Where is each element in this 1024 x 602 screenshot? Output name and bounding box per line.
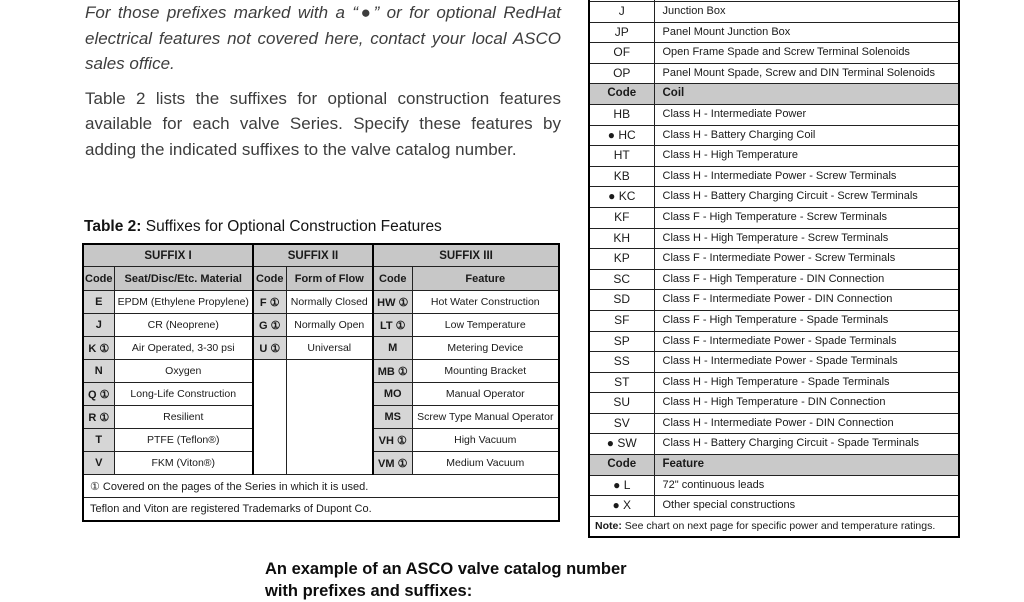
code-cell: ● X: [589, 496, 654, 517]
prefix-suffix-codes-table: [588, 0, 960, 538]
codes-row: [589, 187, 959, 208]
suffix1-desc-cell: FKM (Viton®): [114, 452, 253, 475]
table2-col-code2: Code: [253, 267, 286, 291]
suffix1-desc-cell: Air Operated, 3-30 psi: [114, 337, 253, 360]
code-cell: KH: [589, 228, 654, 249]
table2-title-text: Suffixes for Optional Construction Features: [141, 218, 442, 235]
code-cell: SC: [589, 269, 654, 290]
table2-column-header-row: [83, 267, 559, 291]
code-cell: KP: [589, 249, 654, 270]
desc-cell: Other special constructions: [654, 496, 959, 517]
desc-cell: Feature: [654, 455, 959, 476]
codes-section-header-row: [589, 84, 959, 105]
codes-row: [589, 249, 959, 270]
desc-cell: Coil: [654, 84, 959, 105]
desc-cell: Class H - Intermediate Power - Spade Terminals: [654, 352, 959, 373]
code-cell: JP: [589, 22, 654, 43]
desc-cell: Class H - Intermediate Power - DIN Connection: [654, 413, 959, 434]
code-cell: KB: [589, 166, 654, 187]
table2-col-feature: Feature: [412, 267, 559, 291]
desc-cell: 72" continuous leads: [654, 475, 959, 496]
suffix2-desc-cell: Normally Closed: [286, 291, 373, 314]
codes-row: [589, 434, 959, 455]
table2-body: [83, 291, 559, 475]
suffix2-code-cell: F ①: [253, 291, 286, 314]
codes-row: [589, 166, 959, 187]
codes-row: [589, 393, 959, 414]
code-cell: OP: [589, 63, 654, 84]
code-cell: HT: [589, 146, 654, 167]
codes-row: [589, 104, 959, 125]
example-caption-line2: with prefixes and suffixes:: [265, 582, 473, 600]
table2-row: [83, 337, 559, 360]
desc-cell: Open Frame Spade and Screw Terminal Solenoids: [654, 43, 959, 64]
table2-footnote-2: Teflon and Viton are registered Trademarks of Dupont Co.: [83, 498, 559, 522]
suffix1-code-cell: K ①: [83, 337, 114, 360]
table2-row: [83, 314, 559, 337]
codes-row: [589, 228, 959, 249]
code-cell: HB: [589, 104, 654, 125]
codes-row: [589, 475, 959, 496]
suffix3-code-cell: LT ①: [373, 314, 412, 337]
suffix3-desc-cell: Screw Type Manual Operator: [412, 406, 559, 429]
intro-paragraph: Table 2 lists the suffixes for optional construction features available for each valve Series. Specify these features by adding the indicated suffixes to the valve catalog number.: [85, 88, 561, 159]
suffix3-code-cell: HW ①: [373, 291, 412, 314]
suffix3-desc-cell: Metering Device: [412, 337, 559, 360]
table2-group-suffix2: SUFFIX II: [253, 244, 373, 267]
codes-row: [589, 413, 959, 434]
desc-cell: Class H - High Temperature: [654, 146, 959, 167]
table2-col-flow: Form of Flow: [286, 267, 373, 291]
code-cell: SV: [589, 413, 654, 434]
code-cell: ● L: [589, 475, 654, 496]
desc-cell: Panel Mount Junction Box: [654, 22, 959, 43]
table2-group-suffix3: SUFFIX III: [373, 244, 559, 267]
codes-row: [589, 290, 959, 311]
table2-col-code1: Code: [83, 267, 114, 291]
codes-row: [589, 63, 959, 84]
codes-row: [589, 352, 959, 373]
codes-row: [589, 22, 959, 43]
codes-row: [589, 146, 959, 167]
code-cell: ST: [589, 372, 654, 393]
code-cell: SS: [589, 352, 654, 373]
suffix1-desc-cell: EPDM (Ethylene Propylene): [114, 291, 253, 314]
code-cell: Code: [589, 455, 654, 476]
suffix2-empty-desc-cell: [286, 360, 373, 475]
desc-cell: Class H - Intermediate Power: [654, 104, 959, 125]
example-caption: [265, 558, 627, 602]
intro-paragraph-italic: For those prefixes marked with a “●” or for optional RedHat electrical features not covered here, contact your local ASCO sales office.: [85, 3, 561, 73]
code-cell: ● KC: [589, 187, 654, 208]
desc-cell: Class F - High Temperature - Spade Terminals: [654, 310, 959, 331]
note-text: See chart on next page for specific power and temperature ratings.: [621, 519, 936, 532]
desc-cell: Class H - Battery Charging Coil: [654, 125, 959, 146]
suffix1-code-cell: N: [83, 360, 114, 383]
codes-note-row: [589, 516, 959, 537]
desc-cell: Class F - High Temperature - DIN Connection: [654, 269, 959, 290]
suffix2-empty-code-cell: [253, 360, 286, 475]
codes-section-header-row: [589, 455, 959, 476]
table2-col-material: Seat/Disc/Etc. Material: [114, 267, 253, 291]
table2-col-code3: Code: [373, 267, 412, 291]
suffix1-code-cell: R ①: [83, 406, 114, 429]
desc-cell: Class H - Intermediate Power - Screw Terminals: [654, 166, 959, 187]
table2-footnote-row: [83, 475, 559, 498]
code-cell: SD: [589, 290, 654, 311]
suffix3-code-cell: MS: [373, 406, 412, 429]
suffix3-desc-cell: Medium Vacuum: [412, 452, 559, 475]
desc-cell: Class H - High Temperature - Screw Terminals: [654, 228, 959, 249]
desc-cell: Class F - Intermediate Power - DIN Connection: [654, 290, 959, 311]
code-cell: SU: [589, 393, 654, 414]
desc-cell: Junction Box: [654, 2, 959, 23]
example-caption-line1: An example of an ASCO valve catalog number: [265, 560, 627, 578]
codes-row: [589, 496, 959, 517]
suffix2-code-cell: G ①: [253, 314, 286, 337]
codes-row: [589, 372, 959, 393]
suffix3-code-cell: MB ①: [373, 360, 412, 383]
intro-text-block: [85, 0, 561, 162]
table2-title-label: Table 2:: [84, 218, 142, 235]
desc-cell: Class F - High Temperature - Screw Terminals: [654, 207, 959, 228]
suffix1-desc-cell: CR (Neoprene): [114, 314, 253, 337]
suffix3-code-cell: VM ①: [373, 452, 412, 475]
table2-row: [83, 291, 559, 314]
suffix3-desc-cell: High Vacuum: [412, 429, 559, 452]
suffix3-desc-cell: Hot Water Construction: [412, 291, 559, 314]
table2-footnote-1: ① Covered on the pages of the Series in which it is used.: [83, 475, 559, 498]
desc-cell: Class H - Battery Charging Circuit - Screw Terminals: [654, 187, 959, 208]
desc-cell: Class H - High Temperature - Spade Terminals: [654, 372, 959, 393]
desc-cell: Class F - Intermediate Power - Screw Terminals: [654, 249, 959, 270]
codes-row: [589, 43, 959, 64]
table2-row: [83, 360, 559, 383]
suffix3-desc-cell: Low Temperature: [412, 314, 559, 337]
suffix1-desc-cell: PTFE (Teflon®): [114, 429, 253, 452]
table2-group-header-row: [83, 244, 559, 267]
suffix3-code-cell: MO: [373, 383, 412, 406]
table2-group-suffix1: SUFFIX I: [83, 244, 253, 267]
codes-note-cell: [589, 516, 959, 537]
suffix3-code-cell: M: [373, 337, 412, 360]
suffix1-desc-cell: Long-Life Construction: [114, 383, 253, 406]
codes-table-body: [589, 2, 959, 517]
suffix1-desc-cell: Resilient: [114, 406, 253, 429]
code-cell: KF: [589, 207, 654, 228]
code-cell: ● HC: [589, 125, 654, 146]
code-cell: SF: [589, 310, 654, 331]
table2-footnote-row: [83, 498, 559, 522]
suffix3-desc-cell: Manual Operator: [412, 383, 559, 406]
code-cell: J: [589, 2, 654, 23]
desc-cell: Panel Mount Spade, Screw and DIN Terminal Solenoids: [654, 63, 959, 84]
suffix2-desc-cell: Normally Open: [286, 314, 373, 337]
suffix2-desc-cell: Universal: [286, 337, 373, 360]
table2-title: [84, 217, 442, 237]
desc-cell: Class H - High Temperature - DIN Connection: [654, 393, 959, 414]
desc-cell: Class H - Battery Charging Circuit - Spade Terminals: [654, 434, 959, 455]
suffix1-code-cell: E: [83, 291, 114, 314]
note-label: Note:: [595, 519, 622, 532]
suffix3-desc-cell: Mounting Bracket: [412, 360, 559, 383]
code-cell: Code: [589, 84, 654, 105]
codes-row: [589, 125, 959, 146]
suffix1-code-cell: Q ①: [83, 383, 114, 406]
codes-row: [589, 269, 959, 290]
suffix1-desc-cell: Oxygen: [114, 360, 253, 383]
codes-row: [589, 331, 959, 352]
code-cell: SP: [589, 331, 654, 352]
codes-row: [589, 207, 959, 228]
code-cell: OF: [589, 43, 654, 64]
suffix1-code-cell: J: [83, 314, 114, 337]
codes-row: [589, 2, 959, 23]
suffix1-code-cell: V: [83, 452, 114, 475]
table2-suffixes-table: [82, 243, 560, 522]
suffix3-code-cell: VH ①: [373, 429, 412, 452]
suffix2-code-cell: U ①: [253, 337, 286, 360]
codes-row: [589, 310, 959, 331]
code-cell: ● SW: [589, 434, 654, 455]
desc-cell: Class F - Intermediate Power - Spade Terminals: [654, 331, 959, 352]
suffix1-code-cell: T: [83, 429, 114, 452]
